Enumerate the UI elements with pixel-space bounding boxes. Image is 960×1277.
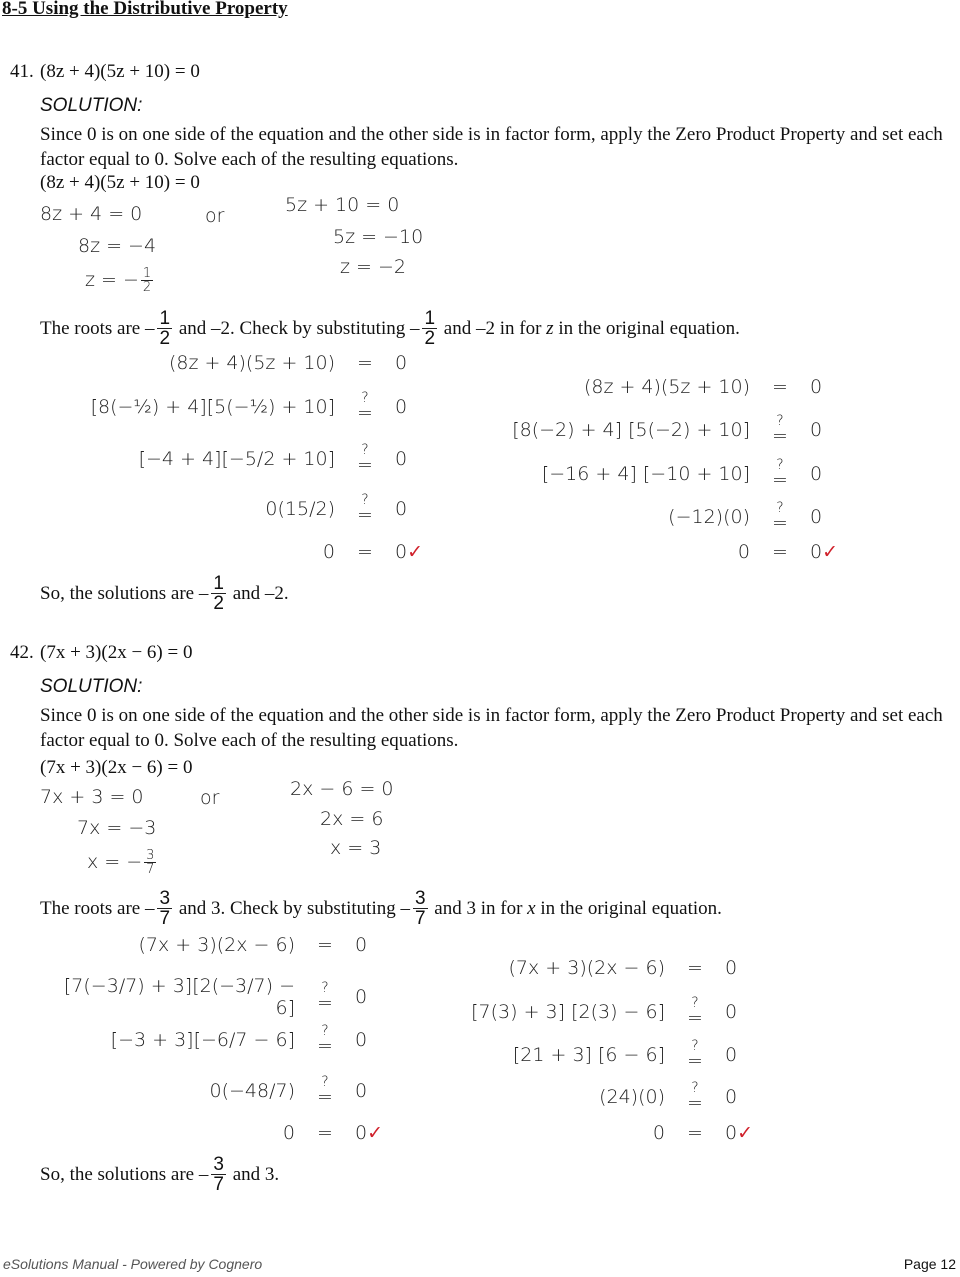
check-rel: = xyxy=(687,1122,703,1144)
right-step-3: z = −2 xyxy=(340,256,406,278)
check-rhs: 0 xyxy=(810,505,823,528)
roots-suffix-a: and 3 in for xyxy=(434,897,523,919)
frac-den: 2 xyxy=(424,328,436,349)
check-row xyxy=(40,1122,395,1144)
check-row xyxy=(40,1025,395,1055)
frac-num: 3 xyxy=(146,848,155,863)
right-step-3: x = 3 xyxy=(330,837,382,859)
left-step-3 xyxy=(87,849,158,876)
check-rel: = xyxy=(317,934,333,956)
check-rhs: 0 xyxy=(810,376,823,398)
frac-den: 7 xyxy=(213,1174,224,1195)
question-mark: ? xyxy=(361,390,369,406)
frac-den: 2 xyxy=(142,280,152,295)
question-mark: ? xyxy=(361,492,369,508)
check-rhs: 0 xyxy=(725,1000,738,1023)
check-rhs: 0 xyxy=(395,395,408,418)
roots-variable: x xyxy=(527,897,536,919)
check-rhs: 0 xyxy=(355,986,368,1008)
footer-publisher: eSolutions Manual - Powered by Cognero xyxy=(3,1256,263,1272)
check-rhs: 0 xyxy=(725,957,738,979)
solution-label: SOLUTION: xyxy=(40,95,143,116)
check-row xyxy=(480,415,850,445)
check-rel: ? = xyxy=(687,995,703,1029)
question-mark: ? xyxy=(321,980,329,997)
roots-suffix-b: in the original equation. xyxy=(558,317,740,339)
left-step-3-text: x = − xyxy=(87,851,143,873)
check-row xyxy=(470,1040,765,1070)
question-mark: ? xyxy=(321,1023,329,1039)
check-lhs: 0 xyxy=(737,541,750,563)
left-step-3 xyxy=(85,267,155,294)
check-rel: = xyxy=(772,376,788,398)
check-lhs: [−4 + 4][−5/2 + 10] xyxy=(138,447,335,470)
solution-explanation: Since 0 is on one side of the equation and the other side is in factor form, apply the Zero Product Property and set each factor equal to 0. Solve each of the resulting equations. xyxy=(40,124,943,170)
check-lhs: 0(−48/7) xyxy=(209,1079,295,1102)
restated-equation: (8z + 4)(5z + 10) = 0 xyxy=(40,172,200,193)
check-row xyxy=(40,392,435,422)
check-row xyxy=(470,997,765,1027)
check-rel: ? = xyxy=(687,1080,703,1114)
left-step-2: 8z = −4 xyxy=(78,235,157,257)
solution-label: SOLUTION: xyxy=(40,676,143,697)
frac-num: 1 xyxy=(213,573,224,594)
question-mark: ? xyxy=(691,1080,699,1096)
check-rel: = xyxy=(317,1122,333,1144)
right-step-1: 2x − 6 = 0 xyxy=(290,778,394,800)
check-lhs: (−12)(0) xyxy=(668,505,750,528)
check-row xyxy=(40,1076,395,1106)
check-lhs: (24)(0) xyxy=(599,1085,665,1108)
checkmark-icon: ✓ xyxy=(822,541,839,563)
check-lhs: 0 xyxy=(282,1122,295,1144)
check-rhs: 0 xyxy=(355,934,368,956)
left-step-2: 7x = −3 xyxy=(77,817,157,839)
question-mark: ? xyxy=(321,1074,329,1090)
check-rhs: 0 xyxy=(725,1085,738,1108)
check-rel: = xyxy=(357,352,373,374)
restated-equation: (7x + 3)(2x − 6) = 0 xyxy=(40,757,193,778)
check-rel: ? = xyxy=(772,500,788,534)
check-rhs: 0 xyxy=(395,541,408,563)
check-lhs: 0(15/2) xyxy=(265,497,335,520)
conclusion-suffix: and –2. xyxy=(232,582,289,604)
check-row xyxy=(480,541,850,563)
check-row xyxy=(480,502,850,532)
problem-equation: (8z + 4)(5z + 10) = 0 xyxy=(40,61,200,82)
frac-num: 1 xyxy=(424,308,436,329)
question-mark: ? xyxy=(691,995,699,1011)
check-rel: ? = xyxy=(317,1074,333,1108)
problem-number: 42. xyxy=(10,642,34,663)
roots-prefix: The roots are xyxy=(40,317,141,339)
roots-sentence: The roots are – $\frac{3}{7}$ and 3. Check by substituting – $\frac{3}{7}$ and 3 in for x in the original equation. xyxy=(40,888,722,929)
check-row xyxy=(40,494,435,524)
check-row xyxy=(470,1122,765,1144)
frac-den: 7 xyxy=(414,908,426,929)
check-rel: ? = xyxy=(317,1023,333,1057)
conclusion-prefix: So, the solutions are xyxy=(40,582,195,604)
check-rhs: 0 xyxy=(810,418,823,441)
check-row xyxy=(40,975,395,1019)
solution-explanation: Since 0 is on one side of the equation and the other side is in factor form, apply the Zero Product Property and set each factor equal to 0. Solve each of the resulting equations. xyxy=(40,705,943,751)
check-rhs: 0 xyxy=(355,1079,368,1102)
check-lhs: 0 xyxy=(652,1122,665,1144)
check-rhs: 0 xyxy=(810,462,823,485)
check-rhs: 0 xyxy=(355,1028,368,1051)
problem-number: 41. xyxy=(10,61,34,82)
check-lhs: [8(−2) + 4] [5(−2) + 10] xyxy=(512,418,750,441)
frac-den: 2 xyxy=(159,328,171,349)
check-lhs: (7x + 3)(2x − 6) xyxy=(138,934,295,956)
check-lhs: [7(3) + 3] [2(3) − 6] xyxy=(471,1000,665,1023)
check-lhs: (8z + 4)(5z + 10) xyxy=(583,376,750,398)
check-rel: = xyxy=(772,541,788,563)
right-step-2: 2x = 6 xyxy=(320,808,384,830)
check-lhs: [8(−½) + 4][5(−½) + 10] xyxy=(90,395,335,418)
footer-page-number: Page 12 xyxy=(903,1256,956,1272)
check-rhs: 0 xyxy=(395,497,408,520)
check-row xyxy=(40,444,435,474)
or-label: or xyxy=(205,205,225,227)
roots-mid: and –2. Check by substituting xyxy=(178,317,406,339)
right-step-2: 5z = −10 xyxy=(333,226,424,248)
or-label: or xyxy=(200,787,220,809)
checkmark-icon: ✓ xyxy=(737,1122,754,1144)
left-step-1: 8z + 4 = 0 xyxy=(40,203,143,225)
left-step-3-text: z = − xyxy=(85,269,139,291)
conclusion-prefix: So, the solutions are xyxy=(40,1163,195,1185)
check-rel: = xyxy=(687,957,703,979)
checkmark-icon: ✓ xyxy=(367,1122,384,1144)
roots-prefix: The roots are xyxy=(40,897,141,919)
check-lhs: [21 + 3] [6 − 6] xyxy=(512,1043,665,1066)
question-mark: ? xyxy=(691,1038,699,1054)
roots-variable: z xyxy=(546,317,554,339)
check-lhs: [−16 + 4] [−10 + 10] xyxy=(541,462,750,485)
frac-num: 3 xyxy=(159,888,171,909)
conclusion: So, the solutions are – $\frac{3}{7}$ and 3. xyxy=(40,1154,280,1195)
conclusion-suffix: and 3. xyxy=(232,1163,280,1185)
check-row xyxy=(40,934,395,956)
frac-num: 3 xyxy=(414,888,426,909)
check-rel: ? = xyxy=(772,413,788,447)
check-rhs: 0 xyxy=(395,447,408,470)
check-lhs: [−3 + 3][−6/7 − 6] xyxy=(110,1028,295,1051)
frac-den: 7 xyxy=(159,908,171,929)
question-mark: ? xyxy=(361,442,369,458)
right-step-1: 5z + 10 = 0 xyxy=(285,194,400,216)
checkmark-icon: ✓ xyxy=(407,541,424,563)
question-mark: ? xyxy=(776,500,784,516)
frac-den: 7 xyxy=(146,862,155,877)
conclusion: So, the solutions are – $\frac{1}{2}$ and –2. xyxy=(40,573,289,614)
frac-num: 1 xyxy=(142,266,152,281)
roots-suffix-a: and –2 in for xyxy=(443,317,542,339)
check-rhs: 0 xyxy=(395,352,408,374)
check-row xyxy=(470,957,765,979)
check-rhs: 0 xyxy=(725,1122,738,1144)
page-title: 8-5 Using the Distributive Property xyxy=(2,0,288,19)
question-mark: ? xyxy=(776,413,784,429)
check-row xyxy=(480,459,850,489)
check-lhs: (8z + 4)(5z + 10) xyxy=(168,352,335,374)
frac-num: 1 xyxy=(159,308,171,329)
frac-num: 3 xyxy=(213,1154,224,1175)
check-rhs: 0 xyxy=(725,1043,738,1066)
check-rel: ? = xyxy=(357,390,373,424)
roots-suffix-b: in the original equation. xyxy=(540,897,722,919)
roots-mid: and 3. Check by substituting xyxy=(178,897,396,919)
check-rhs: 0 xyxy=(355,1122,368,1144)
check-row xyxy=(40,541,435,563)
check-lhs: 0 xyxy=(322,541,335,563)
frac-den: 2 xyxy=(213,593,224,614)
check-lhs: (7x + 3)(2x − 6) xyxy=(508,957,665,979)
check-rel: ? = xyxy=(357,442,373,476)
roots-sentence: The roots are – $\frac{1}{2}$ and –2. Check by substituting – $\frac{1}{2}$ and –2 in for z in the original equation. xyxy=(40,308,740,349)
left-step-1: 7x + 3 = 0 xyxy=(40,786,144,808)
check-rel: ? = xyxy=(317,980,333,1014)
check-row xyxy=(480,376,850,398)
check-rel: = xyxy=(357,541,373,563)
problem-equation: (7x + 3)(2x − 6) = 0 xyxy=(40,642,193,663)
check-rel: ? = xyxy=(687,1038,703,1072)
question-mark: ? xyxy=(776,457,784,473)
check-rhs: 0 xyxy=(810,541,823,563)
check-rel: ? = xyxy=(772,457,788,491)
check-row xyxy=(470,1082,765,1112)
check-rel: ? = xyxy=(357,492,373,526)
check-lhs: [7(−3/7) + 3][2(−3/7) − 6] xyxy=(63,975,295,1019)
check-row xyxy=(40,352,435,374)
